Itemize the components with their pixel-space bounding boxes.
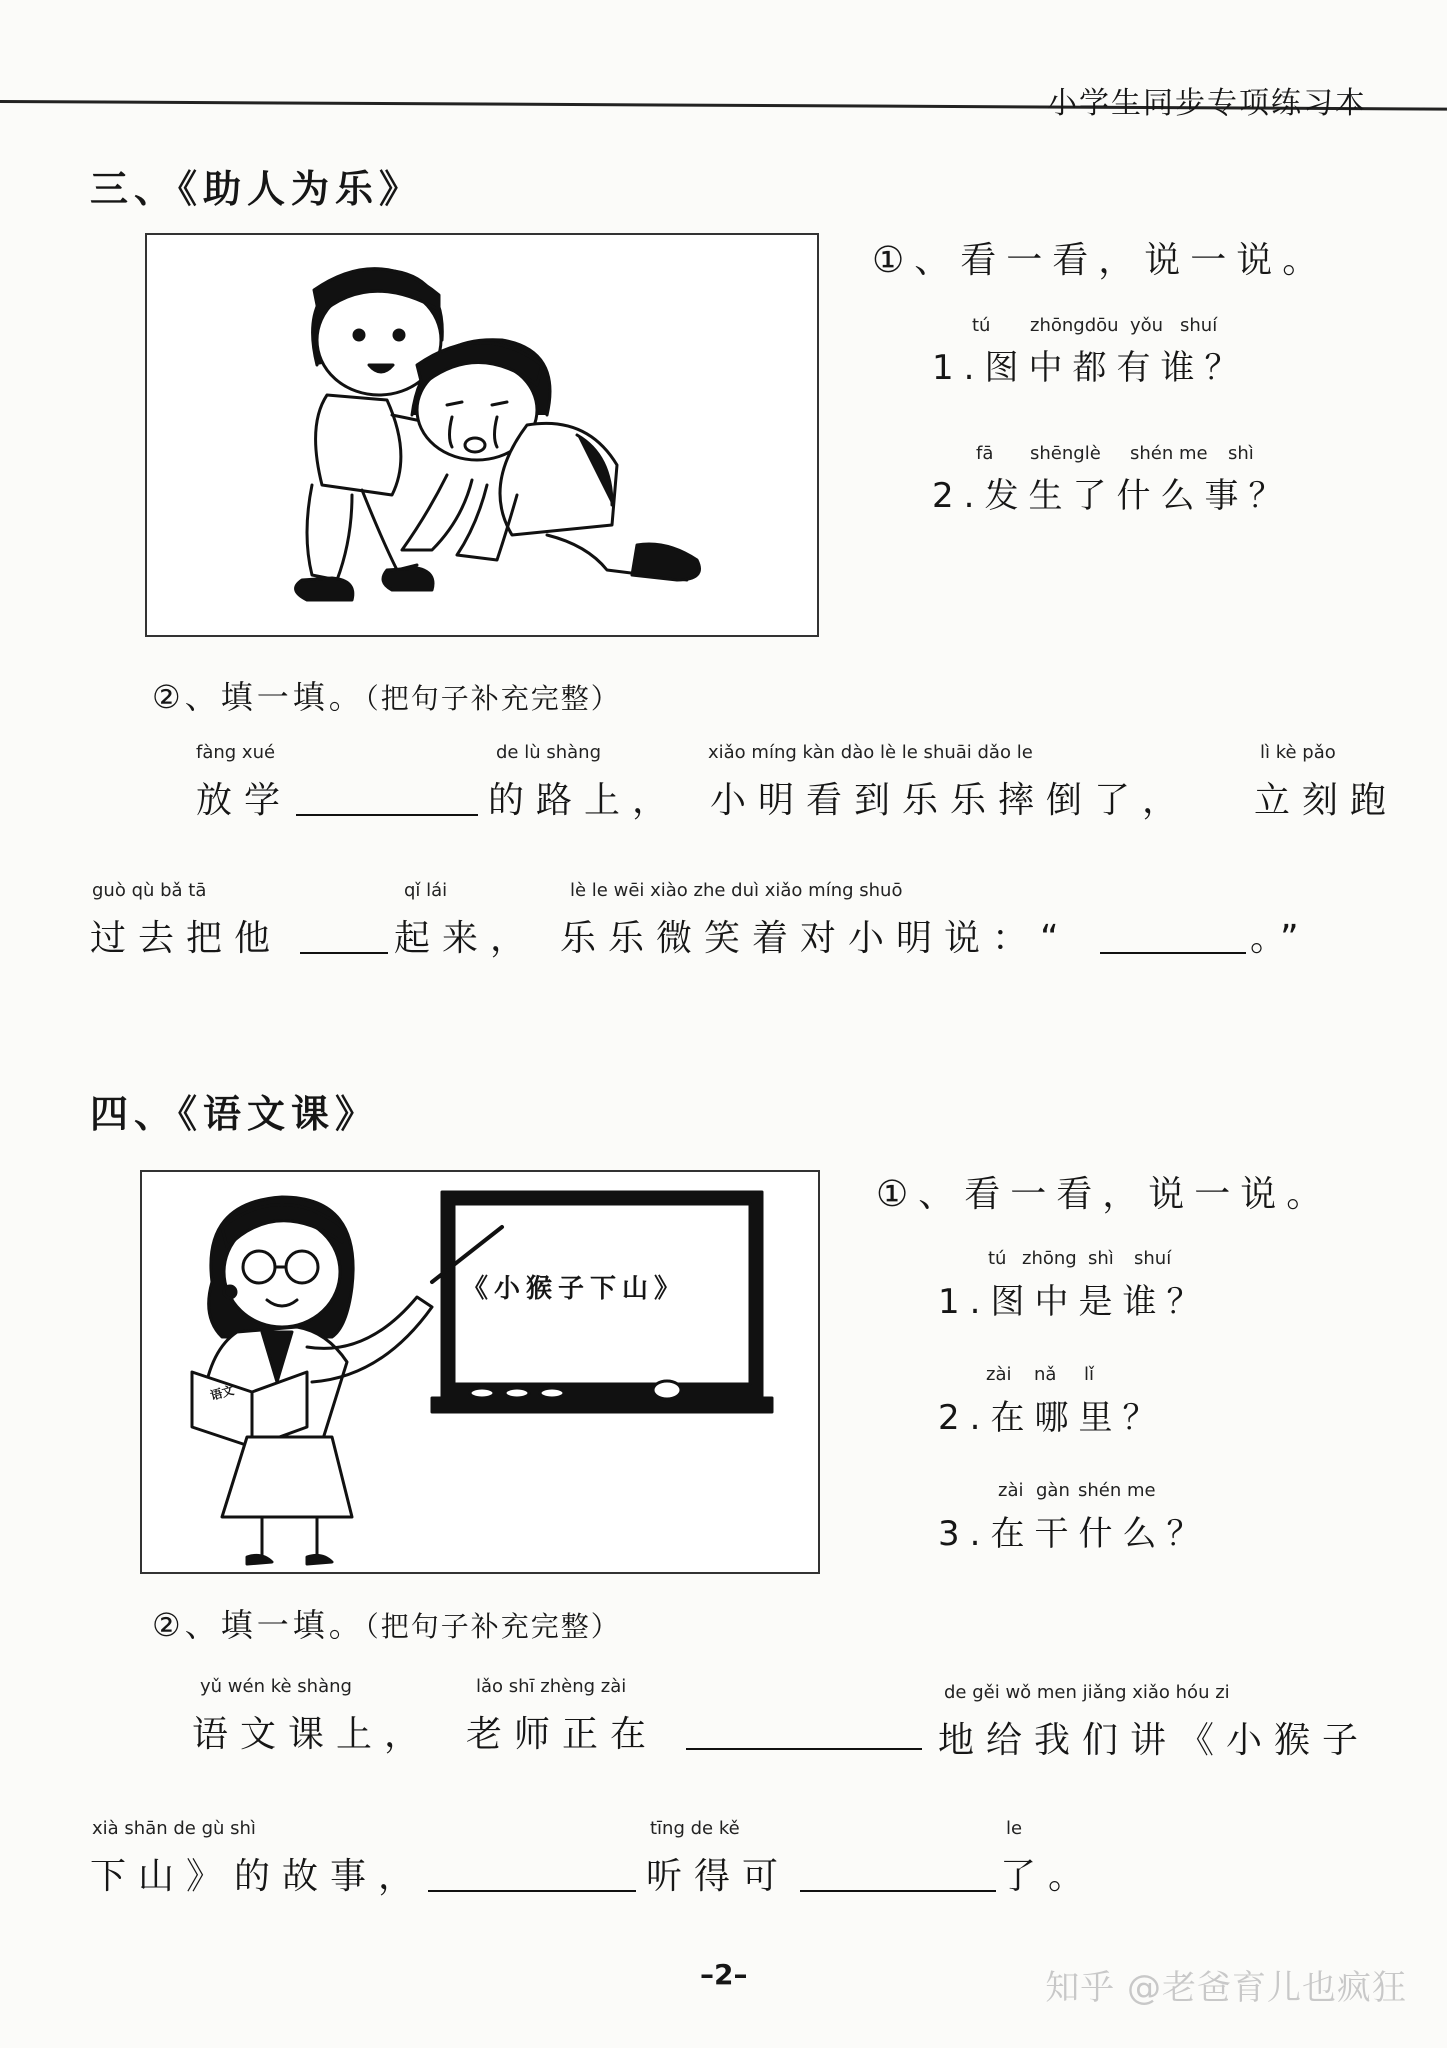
section3-fill-title — [152, 672, 621, 718]
pinyin: gàn — [1036, 1480, 1070, 1501]
blackboard-text: 《小猴子下山》 — [462, 1274, 687, 1304]
pinyin: yǒu — [1130, 315, 1164, 336]
answer-blank[interactable] — [296, 814, 478, 816]
section3-question-2: 2.发生了什么事？ — [932, 476, 1293, 516]
section4-question-3: 3.在干什么？ — [938, 1514, 1211, 1554]
pinyin: zài — [998, 1480, 1024, 1501]
sentence-text: 乐乐微笑着对小明说：“ — [560, 918, 1071, 959]
sentence-text: 小明看到乐乐摔倒了， — [710, 780, 1191, 821]
pinyin: shì — [1228, 443, 1254, 464]
sentence-text: 放学 — [196, 780, 293, 821]
answer-blank[interactable] — [1100, 952, 1246, 954]
sentence-text: 立刻跑 — [1254, 780, 1399, 821]
section4-fill-title — [152, 1600, 621, 1646]
sentence-text: 了。 — [1000, 1856, 1097, 1897]
pinyin: lì kè pǎo — [1260, 742, 1336, 763]
pinyin: shēnglè — [1030, 443, 1101, 464]
helping-child-picture — [147, 235, 817, 635]
section4-title: 四、《语文课》 — [90, 1092, 380, 1136]
sentence-text: 。” — [1250, 918, 1311, 959]
answer-blank[interactable] — [800, 1890, 996, 1892]
sentence-text: 语文课上， — [192, 1714, 433, 1755]
pinyin: shén me — [1078, 1480, 1156, 1501]
pinyin: xià shān de gù shì — [92, 1818, 256, 1839]
pinyin: shuí — [1180, 315, 1218, 336]
pinyin: shì — [1088, 1248, 1114, 1269]
sentence-text: 听得可 — [646, 1856, 791, 1897]
fill-note: （把句子补充完整） — [364, 682, 621, 715]
pinyin: yǔ wén kè shàng — [200, 1676, 352, 1697]
section4-question-1: 1.图中是谁？ — [938, 1282, 1211, 1322]
pinyin: lǎo shī zhèng zài — [476, 1676, 627, 1697]
sentence-text: 地给我们讲《小猴子 — [938, 1720, 1371, 1761]
pinyin: de gěi wǒ men jiǎng xiǎo hóu zi — [944, 1682, 1230, 1703]
sentence-text: 的路上， — [488, 780, 681, 821]
sentence-text: 起来， — [394, 918, 539, 959]
pinyin: zhōngdōu — [1030, 315, 1119, 336]
pinyin: tīng de kě — [650, 1818, 740, 1839]
pinyin: tú — [972, 315, 991, 336]
watermark: 知乎 @老爸育儿也疯狂 — [1045, 1968, 1407, 2008]
pinyin: zhōng — [1022, 1248, 1077, 1269]
pinyin: shuí — [1134, 1248, 1172, 1269]
section3-question-1: 1.图中都有谁？ — [932, 348, 1249, 388]
teacher-blackboard-picture — [142, 1172, 818, 1572]
answer-blank[interactable] — [686, 1748, 922, 1750]
pinyin: xiǎo míng kàn dào lè le shuāi dǎo le — [708, 742, 1033, 763]
pinyin: fàng xué — [196, 742, 276, 763]
section4-look-say-title: ①、看一看，说一说。 — [876, 1174, 1333, 1215]
pinyin: lǐ — [1084, 1364, 1095, 1385]
sentence-text: 下山》的故事， — [90, 1856, 427, 1897]
section4-illustration — [140, 1170, 820, 1574]
pinyin: nǎ — [1034, 1364, 1057, 1385]
pinyin: shén me — [1130, 443, 1208, 464]
sentence-text: 过去把他 — [90, 918, 283, 959]
sentence-text: 老师正在 — [466, 1714, 659, 1755]
section3-illustration — [145, 233, 819, 637]
section4-question-2: 2.在哪里？ — [938, 1398, 1167, 1438]
pinyin: fā — [976, 443, 994, 464]
fill-label: ②、填一填。 — [152, 678, 365, 716]
answer-blank[interactable] — [428, 1890, 636, 1892]
pinyin: zài — [986, 1364, 1012, 1385]
page-number: –2– — [700, 1958, 748, 1991]
pinyin: guò qù bǎ tā — [92, 880, 207, 901]
book-label: 语文 — [208, 1383, 236, 1403]
section3-look-say-title: ①、看一看，说一说。 — [872, 240, 1329, 281]
pinyin: qǐ lái — [404, 880, 448, 901]
header-title: 小学生同步专项练习本 — [1047, 86, 1367, 121]
pinyin: lè le wēi xiào zhe duì xiǎo míng shuō — [570, 880, 903, 901]
pinyin: tú — [988, 1248, 1007, 1269]
answer-blank[interactable] — [300, 952, 388, 954]
section3-title: 三、《助人为乐》 — [90, 167, 424, 211]
fill-label: ②、填一填。 — [152, 1606, 365, 1644]
fill-note: （把句子补充完整） — [364, 1610, 621, 1643]
pinyin: de lù shàng — [496, 742, 602, 763]
pinyin: le — [1006, 1818, 1023, 1839]
